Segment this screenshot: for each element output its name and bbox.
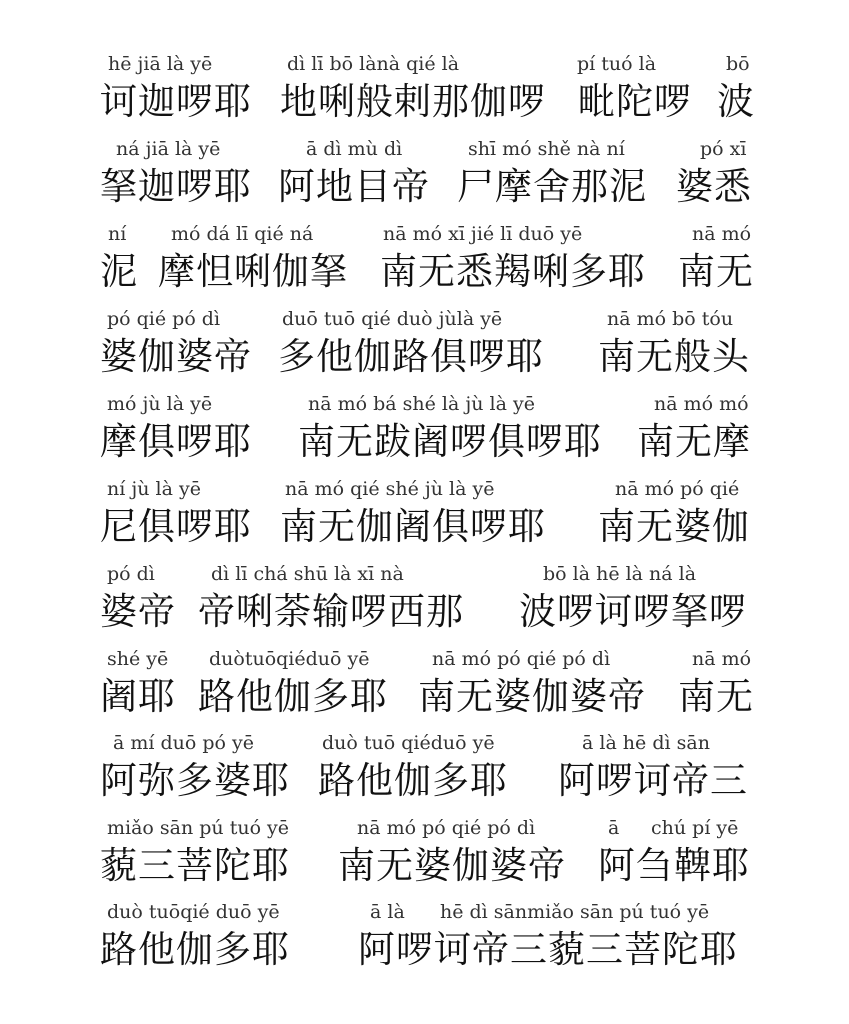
pinyin-segment: ná jiā là yē — [116, 138, 221, 160]
hanzi-segment: 阿弥多婆耶 — [100, 759, 290, 802]
pinyin-segment: miǎo sān pú tuó yē — [107, 817, 290, 839]
pinyin-segment: duò tuōqié duō yē — [107, 901, 280, 923]
pinyin-segment: dì lī chá shū là xī nà — [211, 563, 404, 585]
hanzi-segment: 婆悉 — [676, 165, 752, 208]
hanzi-segment: 南无婆伽 — [598, 505, 750, 548]
hanzi-segment: 多他伽路俱啰耶 — [278, 335, 544, 378]
hanzi-segment: 拏迦啰耶 — [100, 165, 252, 208]
pinyin-segment: duō tuō qié duò jùlà yē — [282, 308, 503, 330]
pinyin-segment: pí tuó là — [577, 53, 657, 75]
hanzi-segment: 南无 — [678, 675, 754, 718]
pinyin-segment: ní jù là yē — [107, 478, 201, 500]
hanzi-segment: 尸摩舍那泥 — [457, 165, 647, 208]
pinyin-segment: ā mí duō pó yē — [113, 732, 254, 754]
hanzi-segment: 泥 — [100, 250, 138, 293]
pinyin-segment: ní — [108, 223, 127, 245]
pinyin-segment: nā mó xī jié lī duō yē — [383, 223, 583, 245]
hanzi-segment: 路他伽多耶 — [198, 675, 388, 718]
hanzi-segment: 婆伽婆帝 — [100, 335, 252, 378]
hanzi-segment: 诃迦啰耶 — [100, 80, 252, 123]
pinyin-segment: shé yē — [107, 648, 169, 670]
pinyin-segment: nā mó pó qié pó dì — [357, 817, 536, 839]
pinyin-segment: ā — [608, 817, 620, 839]
hanzi-segment: 路他伽多耶 — [318, 759, 508, 802]
pinyin-segment: shī mó shě nà ní — [468, 138, 625, 160]
hanzi-segment: 阿啰诃帝三 — [558, 759, 748, 802]
pinyin-segment: pó xī — [700, 138, 747, 160]
pinyin-segment: nā mó — [692, 223, 752, 245]
hanzi-segment: 阿啰诃帝三藐三菩陀耶 — [358, 928, 738, 971]
hanzi-segment: 帝唎荼输啰西那 — [198, 590, 464, 633]
pinyin-segment: dì lī bō lànà qié là — [287, 53, 460, 75]
pinyin-segment: nā mó bá shé là jù là yē — [308, 393, 535, 415]
hanzi-segment: 阿刍鞞耶 — [598, 844, 750, 887]
pinyin-segment: chú pí yē — [651, 817, 739, 839]
hanzi-segment: 尼俱啰耶 — [100, 505, 252, 548]
hanzi-segment: 南无伽阇俱啰耶 — [280, 505, 546, 548]
pinyin-segment: hē dì sānmiǎo sān pú tuó yē — [440, 901, 710, 923]
hanzi-segment: 地唎般剌那伽啰 — [280, 80, 546, 123]
pinyin-segment: mó dá lī qié ná — [171, 223, 314, 245]
pinyin-segment: duòtuōqiéduō yē — [209, 648, 370, 670]
hanzi-segment: 波啰诃啰拏啰 — [519, 590, 747, 633]
hanzi-segment: 南无婆伽婆帝 — [418, 675, 646, 718]
pinyin-segment: ā dì mù dì — [306, 138, 403, 160]
pinyin-segment: pó dì — [107, 563, 155, 585]
pinyin-segment: nā mó — [692, 648, 752, 670]
pinyin-segment: ā là hē dì sān — [582, 732, 710, 754]
pinyin-segment: bō — [726, 53, 750, 75]
hanzi-segment: 毗陀啰 — [578, 80, 692, 123]
hanzi-segment: 阇耶 — [100, 675, 176, 718]
hanzi-segment: 南无 — [678, 250, 754, 293]
pinyin-segment: nā mó pó qié — [615, 478, 740, 500]
hanzi-segment: 南无婆伽婆帝 — [338, 844, 566, 887]
pinyin-segment: hē jiā là yē — [108, 53, 213, 75]
hanzi-segment: 南无跋阇啰俱啰耶 — [298, 420, 602, 463]
hanzi-segment: 南无摩 — [637, 420, 751, 463]
pinyin-segment: nā mó mó — [654, 393, 749, 415]
pinyin-segment: duò tuō qiéduō yē — [322, 732, 495, 754]
pinyin-segment: pó qié pó dì — [107, 308, 221, 330]
hanzi-segment: 婆帝 — [100, 590, 176, 633]
hanzi-segment: 南无般头 — [598, 335, 750, 378]
hanzi-segment: 摩俱啰耶 — [100, 420, 252, 463]
hanzi-segment: 阿地目帝 — [278, 165, 430, 208]
pinyin-segment: nā mó bō tóu — [607, 308, 734, 330]
hanzi-segment: 波 — [717, 80, 755, 123]
pinyin-segment: bō là hē là ná là — [543, 563, 697, 585]
hanzi-segment: 摩怛唎伽拏 — [158, 250, 348, 293]
hanzi-segment: 南无悉羯唎多耶 — [380, 250, 646, 293]
hanzi-segment: 藐三菩陀耶 — [100, 844, 290, 887]
pinyin-segment: nā mó qié shé jù là yē — [285, 478, 495, 500]
pinyin-segment: ā là — [370, 901, 405, 923]
pinyin-segment: nā mó pó qié pó dì — [432, 648, 611, 670]
hanzi-segment: 路他伽多耶 — [100, 928, 290, 971]
pinyin-segment: mó jù là yē — [107, 393, 213, 415]
